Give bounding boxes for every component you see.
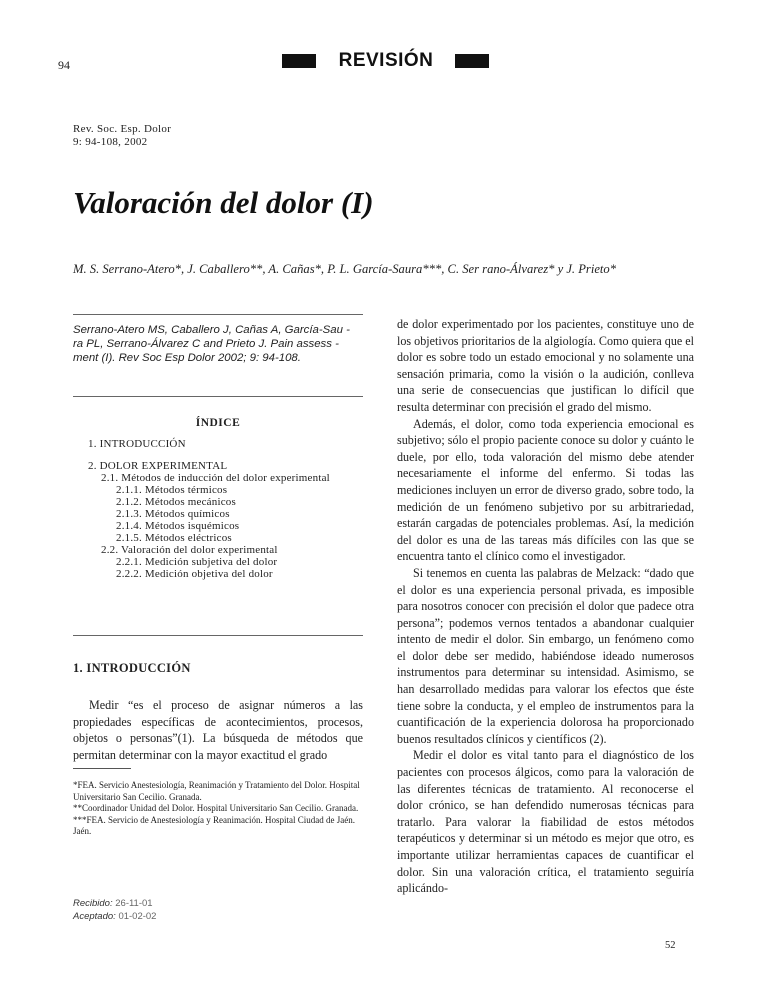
index-list xyxy=(88,438,363,580)
page-number: 94 xyxy=(58,58,70,72)
index-item[interactable]: 2.1. Métodos de inducción del dolor experimental xyxy=(101,472,330,484)
footnote: **Coordinador Unidad del Dolor. Hospital Universitario San Cecilio. Granada. xyxy=(73,803,359,814)
journal-volume: 9: 94-108, 2002 xyxy=(73,136,148,148)
header-bar-right xyxy=(455,54,489,68)
footnote: ***FEA. Servicio de Anestesiología y Reanimación. Hospital Ciudad de Jaén. Jaén. xyxy=(73,814,355,837)
english-citation: Serrano-Atero MS, Caballero J, Cañas A, García-Sau - ra PL, Serrano-Álvarez C and Prieto J. Pain assess - ment (I). Rev Soc Esp Dolor 2002; 9: 94-108. xyxy=(73,324,350,364)
footnote-rule xyxy=(73,768,131,769)
received-date: Recibido: 26-11-01 xyxy=(73,898,153,909)
index-item[interactable]: 2.1.5. Métodos eléctricos xyxy=(116,532,232,544)
index-item[interactable]: 2.1.4. Métodos isquémicos xyxy=(116,520,240,532)
intro-heading: 1. INTRODUCCIÓN xyxy=(73,661,191,675)
index-box xyxy=(73,396,363,636)
citation-block xyxy=(73,314,363,365)
index-item[interactable]: 2.1.3. Métodos químicos xyxy=(116,508,230,520)
index-item[interactable]: 2. DOLOR EXPERIMENTAL xyxy=(88,460,228,472)
footnotes xyxy=(73,780,363,838)
index-item[interactable]: 2.2.2. Medición objetiva del dolor xyxy=(116,568,273,580)
index-item[interactable]: 1. INTRODUCCIÓN xyxy=(88,438,186,450)
article-authors: M. S. Serrano-Atero*, J. Caballero**, A. Cañas*, P. L. García-Saura***, C. Ser rano-Álvarez* y J. Prieto* xyxy=(73,262,617,276)
footer-page-number: 52 xyxy=(665,940,676,951)
article-title: Valoración del dolor (I) xyxy=(73,185,374,220)
body-paragraph: de dolor experimentado por los pacientes, constituye uno de los objetivos prioritarios de la algiología. Como quiera que el dolor es sobre todo un estado emocional y no solamente una sensación primaria, como la visión o la audición, conlleva una serie de consecuencias que justifican lo difícil que resulta determinar con precisión el grado del mismo. xyxy=(397,317,694,414)
article-dates xyxy=(73,897,156,923)
intro-paragraph: Medir “es el proceso de asignar números a las propiedades específicas de acontecimientos, procesos, objetos o personas”(1). La búsqueda de métodos que permitan determinar con la mayor exactitud el grado xyxy=(73,698,363,762)
index-item[interactable]: 2.1.1. Métodos térmicos xyxy=(116,484,228,496)
index-item[interactable]: 2.2.1. Medición subjetiva del dolor xyxy=(116,556,278,568)
journal-name: Rev. Soc. Esp. Dolor xyxy=(73,123,172,135)
accepted-date: Aceptado: 01-02-02 xyxy=(73,911,157,922)
index-item[interactable]: 2.2. Valoración del dolor experimental xyxy=(101,544,278,556)
section-title: REVISIÓN xyxy=(338,50,434,71)
footnote: *FEA. Servicio Anestesiología, Reanimación y Tratamiento del Dolor. Hospital Universitario San Cecilio. Granada. xyxy=(73,780,360,802)
journal-reference xyxy=(73,123,171,149)
index-item[interactable]: 2.1.2. Métodos mecánicos xyxy=(116,496,236,508)
citation-rule xyxy=(73,314,363,315)
body-paragraph: Además, el dolor, como toda experiencia emocional es subjetivo; sólo el propio paciente conoce su dolor y cuánto le duele, por ello, toda valoración del mismo debe atender necesariamente el informe del enfermo. Si todas las mediciones incluyen un error de diverso grado, sobre todo, la medición de un fenómeno subjetivo por su arbitrariedad, estarán cargadas de potenciales problemas. Así, la medición del dolor es una de las tareas más difíciles con las que se encuentra tanto el clínico como el investigador. xyxy=(397,416,694,564)
right-column xyxy=(397,316,694,897)
header-bar-left xyxy=(282,54,316,68)
intro-text xyxy=(73,697,363,763)
index-title: ÍNDICE xyxy=(195,417,241,429)
body-paragraph: Si tenemos en cuenta las palabras de Melzack: “dado que el dolor es una experiencia personal privada, es imposible para nosotros conocer con precisión el dolor que padece otra persona”; podemos vernos tentados a abandonar cualquier intento de medir el dolor. Sin embargo, un fenómeno como el dolor debe ser medido, habiéndose ideado numerosos instrumentos para determinar su intensidad. Asimismo, se han desarrollado medidas para valorar los efectos que éste tiene sobre la conducta, y el empleo de instrumentos para la cuantificación de la experiencia dolorosa ha proporcionado buenos resultados clínicos y científicos (2). xyxy=(397,565,694,746)
body-paragraph: Medir el dolor es vital tanto para el diagnóstico de los pacientes con procesos álgicos, como para la valoración de las diferentes técnicas de tratamiento. Al reconocerse el dolor crónico, se han defendido numerosas técnicas para tratarlo. Para valorar la fiabilidad de estos métodos terapéuticos y determinar si un método es mejor que otro, es importante utilizar herramientas capaces de cuantificar el dolor. Sin una valoración crítica, el tratamiento seguiría aplicándo- xyxy=(397,748,694,896)
